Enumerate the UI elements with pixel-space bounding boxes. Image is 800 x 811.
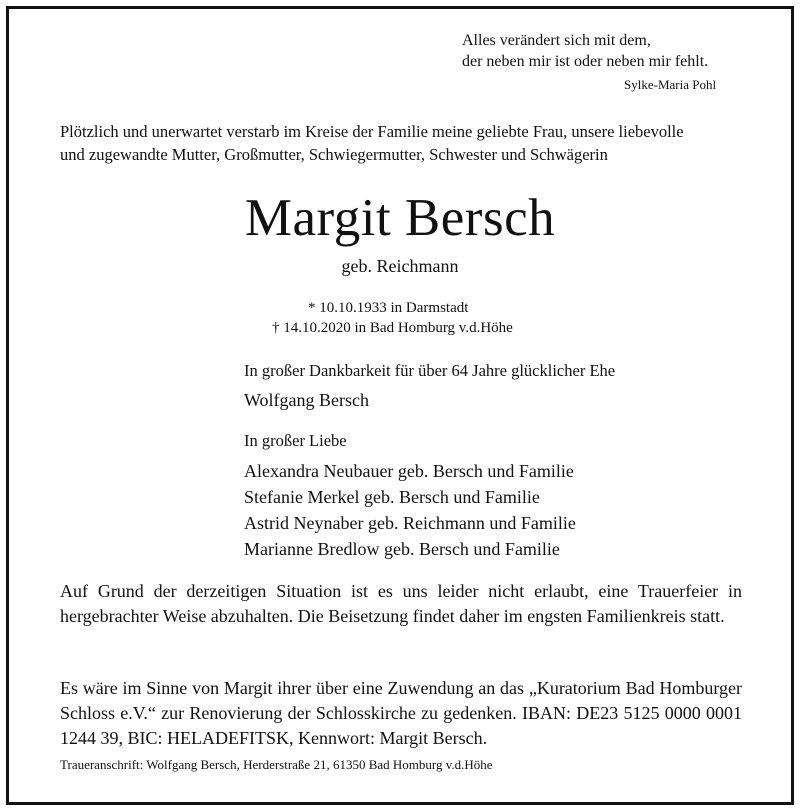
birth-date: * 10.10.1933 in Darmstadt [308,300,469,316]
death-date: † 14.10.2020 in Bad Homburg v.d.Höhe [272,320,513,336]
maiden-name: geb. Reichmann [341,256,459,276]
quote-line: der neben mir ist oder neben mir fehlt. [462,53,709,70]
family-member: Marianne Bredlow geb. Bersch und Familie [244,539,560,559]
family-member: Alexandra Neubauer geb. Bersch und Familie [244,461,574,481]
mourning-address: Traueranschrift: Wolfgang Bersch, Herderstraße 21, 61350 Bad Homburg v.d.Höhe [60,757,493,772]
epigraph-quote [462,30,762,72]
family-block [244,430,764,562]
intro-text [60,120,750,166]
spouse-name: Wolfgang Bersch [244,390,370,410]
intro-line: Plötzlich und unerwartet verstarb im Kreise der Familie meine geliebte Frau, unsere liebevolle [60,122,684,141]
family-member: Astrid Neynaber geb. Reichmann und Familie [244,513,576,533]
funeral-notice: Auf Grund der derzeitigen Situation ist es uns leider nicht erlaubt, eine Trauerfeier in hergebrachter Weise abzuhalten. Die Beisetzung findet daher im engsten Familienkreis statt. [60,581,742,626]
spouse-intro: In großer Dankbarkeit für über 64 Jahre glücklicher Ehe [244,361,616,380]
donation-notice: Es wäre im Sinne von Margit ihrer über eine Zuwendung an das „Kuratorium Bad Homburger Schloss e.V.“ zur Renovierung der Schlosskirche zu gedenken. IBAN: DE23 5125 0000 0001 1244 39, BIC: HELADEFITSK, Kennwort: Margit Bersch. [60,678,742,748]
spouse-block [244,360,764,412]
life-dates [272,298,513,338]
intro-line: und zugewandte Mutter, Großmutter, Schwiegermutter, Schwester und Schwägerin [60,145,608,164]
quote-author: Sylke-Maria Pohl [624,77,717,92]
family-member: Stefanie Merkel geb. Bersch und Familie [244,487,540,507]
family-intro: In großer Liebe [244,431,347,450]
quote-line: Alles verändert sich mit dem, [462,32,651,49]
deceased-name: Margit Bersch [244,189,556,247]
